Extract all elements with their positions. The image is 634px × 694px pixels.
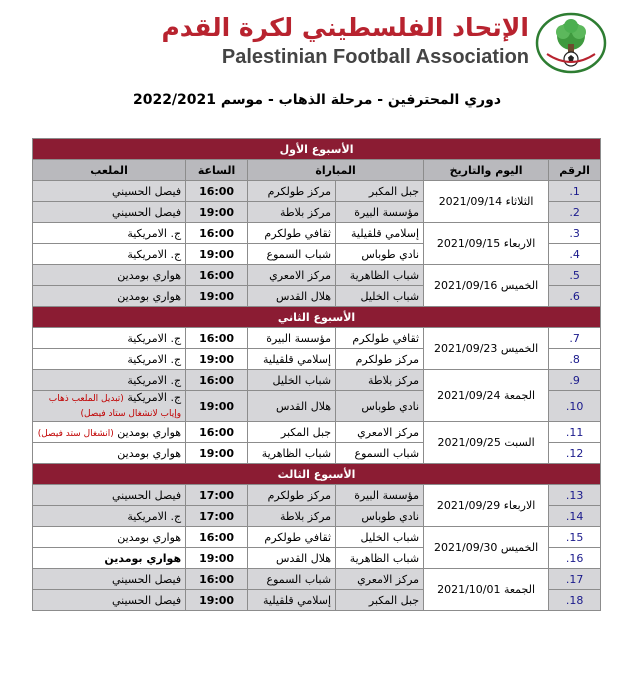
kickoff-time: 19:00 bbox=[186, 286, 248, 307]
row-number: 14. bbox=[565, 509, 584, 523]
venue: فيصل الحسيني bbox=[33, 181, 186, 202]
away-team: شباب السموع bbox=[248, 244, 336, 265]
match-date: الخميس 2021/09/16 bbox=[424, 265, 549, 307]
kickoff-time: 19:00 bbox=[186, 548, 248, 569]
away-team: شباب الخليل bbox=[248, 370, 336, 391]
home-team: شباب الظاهرية bbox=[336, 265, 424, 286]
away-team: إسلامي قلقيلية bbox=[248, 349, 336, 370]
column-header-row bbox=[33, 160, 601, 181]
row-number: 11. bbox=[565, 425, 584, 439]
kickoff-time: 19:00 bbox=[186, 443, 248, 464]
table-row bbox=[33, 265, 601, 286]
home-team: مركز طولكرم bbox=[336, 349, 424, 370]
home-team: جبل المكبر bbox=[336, 181, 424, 202]
away-team: مركز بلاطة bbox=[248, 506, 336, 527]
row-number: 13. bbox=[565, 488, 584, 502]
table-row bbox=[33, 527, 601, 548]
association-english-name: Palestinian Football Association bbox=[221, 46, 529, 68]
away-team: ثقافي طولكرم bbox=[248, 527, 336, 548]
kickoff-time: 19:00 bbox=[186, 244, 248, 265]
venue: ج. الامريكية bbox=[33, 370, 186, 391]
home-team: مؤسسة البيرة bbox=[336, 485, 424, 506]
away-team: شباب الظاهرية bbox=[248, 443, 336, 464]
home-team: نادي طوباس bbox=[336, 244, 424, 265]
away-team: مركز طولكرم bbox=[248, 485, 336, 506]
kickoff-time: 19:00 bbox=[186, 590, 248, 611]
week-header bbox=[33, 464, 601, 485]
row-number: 16. bbox=[565, 551, 584, 565]
venue: هواري بومدين bbox=[33, 527, 186, 548]
away-team: مركز بلاطة bbox=[248, 202, 336, 223]
week-title: الأسبوع الثالث bbox=[33, 464, 601, 485]
schedule-table bbox=[32, 138, 601, 611]
row-number: 4. bbox=[569, 247, 580, 261]
row-number: 5. bbox=[569, 268, 580, 282]
venue: ج. الامريكية bbox=[33, 244, 186, 265]
column-header-time: الساعة bbox=[186, 160, 248, 181]
home-team: مركز بلاطة bbox=[336, 370, 424, 391]
row-number: 2. bbox=[569, 205, 580, 219]
row-number: 1. bbox=[569, 184, 580, 198]
away-team: مؤسسة البيرة bbox=[248, 328, 336, 349]
column-header-venue: الملعب bbox=[33, 160, 186, 181]
match-date: الجمعة 2021/10/01 bbox=[424, 569, 549, 611]
pfa-logo-icon bbox=[533, 12, 609, 74]
venue: ج. الامريكية bbox=[33, 506, 186, 527]
kickoff-time: 19:00 bbox=[186, 349, 248, 370]
row-number: 17. bbox=[565, 572, 584, 586]
page-title: دوري المحترفين - مرحلة الذهاب - موسم 2022/2021 bbox=[132, 92, 502, 108]
match-date: السبت 2021/09/25 bbox=[424, 422, 549, 464]
row-number: 9. bbox=[569, 373, 580, 387]
kickoff-time: 17:00 bbox=[186, 485, 248, 506]
venue-cell bbox=[33, 422, 186, 443]
venue: فيصل الحسيني bbox=[33, 569, 186, 590]
association-arabic-name: الإتحاد الفلسطيني لكرة القدم bbox=[161, 13, 529, 42]
kickoff-time: 19:00 bbox=[186, 391, 248, 422]
match-date: الاربعاء 2021/09/29 bbox=[424, 485, 549, 527]
row-number: 3. bbox=[569, 226, 580, 240]
kickoff-time: 16:00 bbox=[186, 370, 248, 391]
venue: هواري بومدين bbox=[33, 286, 186, 307]
away-team: مركز طولكرم bbox=[248, 181, 336, 202]
table-row bbox=[33, 370, 601, 391]
row-number: 8. bbox=[569, 352, 580, 366]
row-number: 15. bbox=[565, 530, 584, 544]
venue-note: (تبديل الملعب ذهاب وإياب لانشغال ستاد فيصل) bbox=[48, 394, 182, 419]
home-team: شباب الخليل bbox=[336, 286, 424, 307]
row-number: 6. bbox=[569, 289, 580, 303]
venue: هواري بومدين bbox=[33, 265, 186, 286]
week-title: الأسبوع الأول bbox=[33, 139, 601, 160]
row-number: 18. bbox=[565, 593, 584, 607]
venue: فيصل الحسيني bbox=[33, 202, 186, 223]
venue-note: (انشغال ستد فيصل) bbox=[37, 428, 114, 439]
home-team: مركز الامعري bbox=[336, 569, 424, 590]
row-number: 7. bbox=[569, 331, 580, 345]
column-header-date: اليوم والتاريخ bbox=[424, 160, 549, 181]
week-title: الأسبوع الثاني bbox=[33, 307, 601, 328]
week-header bbox=[33, 307, 601, 328]
home-team: إسلامي قلقيلية bbox=[336, 223, 424, 244]
venue: فيصل الحسيني bbox=[33, 590, 186, 611]
away-team: هلال القدس bbox=[248, 286, 336, 307]
table-row bbox=[33, 181, 601, 202]
home-team: مؤسسة البيرة bbox=[336, 202, 424, 223]
venue: ج. الامريكية bbox=[33, 349, 186, 370]
match-date: الخميس 2021/09/23 bbox=[424, 328, 549, 370]
away-team: إسلامي قلقيلية bbox=[248, 590, 336, 611]
away-team: هلال القدس bbox=[248, 548, 336, 569]
home-team: نادي طوباس bbox=[336, 506, 424, 527]
column-header-match: المباراة bbox=[248, 160, 424, 181]
venue: ج. الامريكية bbox=[33, 223, 186, 244]
kickoff-time: 16:00 bbox=[186, 569, 248, 590]
venue-cell bbox=[33, 391, 186, 422]
match-date: الثلاثاء 2021/09/14 bbox=[424, 181, 549, 223]
header bbox=[0, 0, 634, 90]
kickoff-time: 16:00 bbox=[186, 422, 248, 443]
kickoff-time: 16:00 bbox=[186, 181, 248, 202]
table-row bbox=[33, 223, 601, 244]
kickoff-time: 16:00 bbox=[186, 328, 248, 349]
table-row bbox=[33, 422, 601, 443]
venue: ج. الامريكية bbox=[127, 391, 182, 404]
home-team: جبل المكبر bbox=[336, 590, 424, 611]
venue: ج. الامريكية bbox=[33, 328, 186, 349]
venue: هواري بومدين bbox=[33, 548, 186, 569]
home-team: شباب الخليل bbox=[336, 527, 424, 548]
home-team: شباب السموع bbox=[336, 443, 424, 464]
venue: هواري بومدين bbox=[117, 425, 182, 439]
week-header bbox=[33, 139, 601, 160]
venue: هواري بومدين bbox=[33, 443, 186, 464]
table-row bbox=[33, 569, 601, 590]
row-number: 10. bbox=[565, 399, 584, 413]
table-row bbox=[33, 485, 601, 506]
match-date: الخميس 2021/09/30 bbox=[424, 527, 549, 569]
away-team: شباب السموع bbox=[248, 569, 336, 590]
kickoff-time: 17:00 bbox=[186, 506, 248, 527]
home-team: مركز الامعري bbox=[336, 422, 424, 443]
home-team: نادي طوباس bbox=[336, 391, 424, 422]
away-team: جبل المكبر bbox=[248, 422, 336, 443]
match-date: الاربعاء 2021/09/15 bbox=[424, 223, 549, 265]
away-team: هلال القدس bbox=[248, 391, 336, 422]
kickoff-time: 16:00 bbox=[186, 527, 248, 548]
kickoff-time: 19:00 bbox=[186, 202, 248, 223]
away-team: ثقافي طولكرم bbox=[248, 223, 336, 244]
match-date: الجمعة 2021/09/24 bbox=[424, 370, 549, 422]
table-row bbox=[33, 328, 601, 349]
row-number: 12. bbox=[565, 446, 584, 460]
venue: فيصل الحسيني bbox=[33, 485, 186, 506]
column-header-num: الرقم bbox=[549, 160, 601, 181]
kickoff-time: 16:00 bbox=[186, 265, 248, 286]
home-team: شباب الظاهرية bbox=[336, 548, 424, 569]
away-team: مركز الامعري bbox=[248, 265, 336, 286]
kickoff-time: 16:00 bbox=[186, 223, 248, 244]
home-team: ثقافي طولكرم bbox=[336, 328, 424, 349]
